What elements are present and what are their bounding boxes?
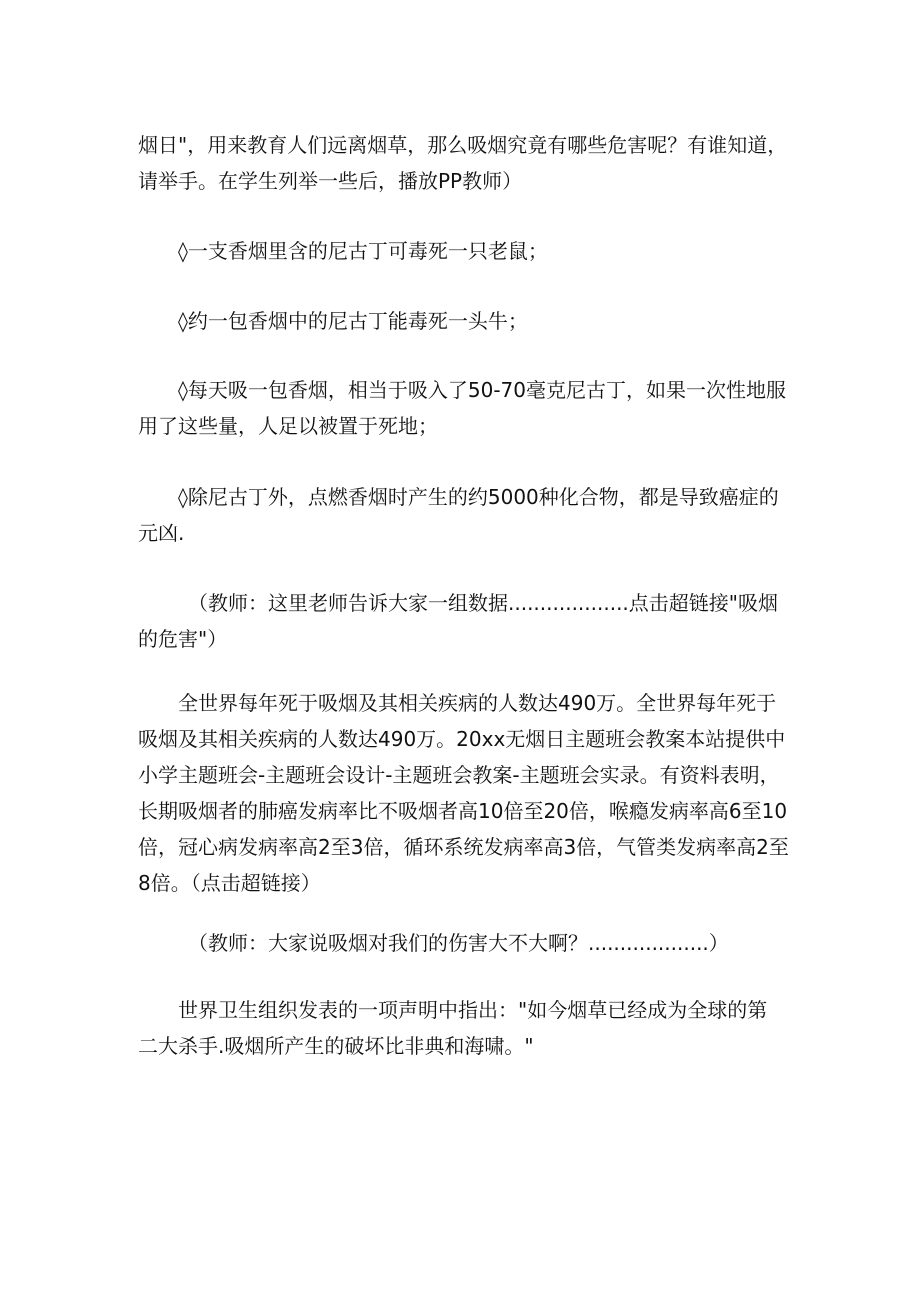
text-line: 小学主题班会-主题班会设计-主题班会教案-主题班会实录。有资料表明，	[138, 763, 780, 787]
paragraph-statistics	[138, 685, 788, 901]
text-line: ◊除尼古丁外，点燃香烟时产生的约5000种化合物，都是导致癌症的	[178, 485, 779, 509]
text-line: 吸烟及其相关疾病的人数达490万。20xx无烟日主题班会教案本站提供中	[138, 727, 786, 751]
text-line: 二大杀手.吸烟所产生的破坏比非典和海啸。"	[138, 1034, 534, 1058]
text-line: 用了这些量，人足以被置于死地；	[138, 414, 438, 438]
text-line: 元凶.	[138, 521, 185, 545]
text-line: ◊每天吸一包香烟，相当于吸入了50-70毫克尼古丁，如果一次性地服	[178, 378, 786, 402]
text-line: 世界卫生组织发表的一项声明中指出："如今烟草已经成为全球的第	[178, 998, 768, 1022]
text-line: 倍，冠心病发病率高2至3倍，循环系统发病率高3倍，气管类发病率高2至	[138, 835, 789, 859]
paragraph-teacher-question	[138, 925, 788, 961]
paragraph-teacher-data	[138, 585, 788, 657]
paragraph-intro	[138, 127, 788, 199]
text-line: 烟日"，用来教育人们远离烟草，那么吸烟究竟有哪些危害呢？有谁知道，	[138, 133, 788, 157]
text-line: 长期吸烟者的肺癌发病率比不吸烟者高10倍至20倍，喉瘾发病率高6至10	[138, 799, 788, 823]
text-line: ◊一支香烟里含的尼古丁可毒死一只老鼠；	[178, 239, 548, 263]
paragraph-fact-daily	[138, 372, 788, 444]
text-line: （教师：这里老师告诉大家一组数据...................点击超链接"吸烟	[188, 591, 778, 615]
text-line: 8倍。（点击超链接）	[138, 871, 321, 895]
paragraph-fact-mouse	[138, 233, 788, 269]
text-line: 的危害"）	[138, 627, 228, 651]
paragraph-fact-compounds	[138, 479, 788, 551]
text-line: （教师：大家说吸烟对我们的伤害大不大啊？...................）	[188, 931, 729, 955]
text-line: 全世界每年死于吸烟及其相关疾病的人数达490万。全世界每年死于	[178, 691, 777, 715]
text-line: ◊约一包香烟中的尼古丁能毒死一头牛；	[178, 309, 528, 333]
text-line: 请举手。在学生列举一些后，播放PP教师）	[138, 169, 523, 193]
paragraph-who-statement	[138, 992, 788, 1064]
paragraph-fact-cow	[138, 303, 788, 339]
